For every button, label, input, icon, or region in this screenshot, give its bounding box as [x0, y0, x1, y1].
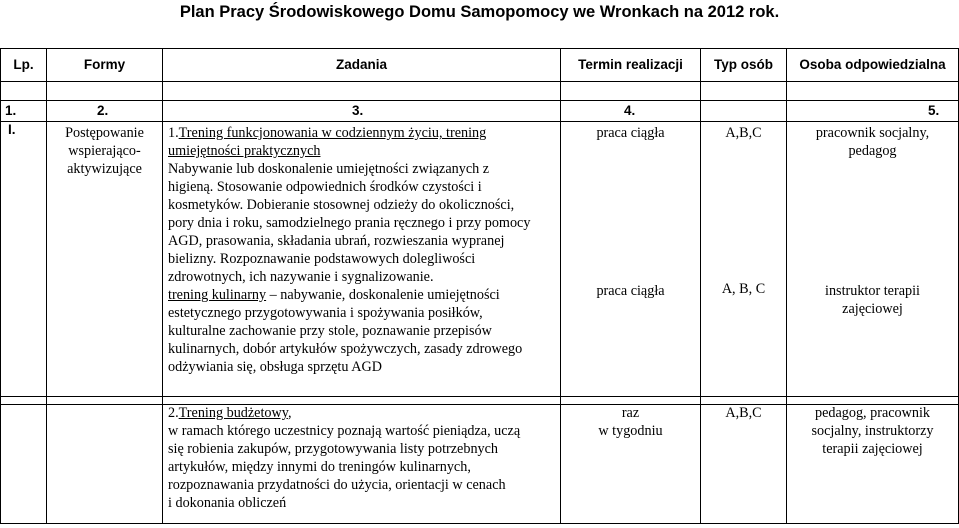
task1-line: bielizny. Rozpoznawanie podstawowych dolegliwości	[168, 251, 476, 267]
task2-typ: A, B, C	[721, 281, 766, 297]
task3-number: 2.	[168, 405, 179, 421]
task2-line: kulinarnych, dobór artykułów spożywczych, zasady zdrowego	[168, 341, 523, 357]
task3-termin-line: w tygodniu	[598, 423, 663, 439]
task2-line: kulturalne zachowanie przy stole, poznawanie przepisów	[168, 323, 492, 339]
header-formy: Formy	[83, 57, 126, 72]
task2-first-line	[168, 286, 560, 304]
header-osoba: Osoba odpowiedzialna	[799, 57, 946, 72]
task1-line: Nabywanie lub doskonalenie umiejętności związanych z	[168, 161, 490, 177]
task2-osoba-line: zajęciowej	[842, 301, 903, 317]
task1-title: Trening funkcjonowania w codziennym życiu, trening	[178, 125, 487, 141]
task3-termin	[561, 404, 700, 440]
task1-title-line	[168, 124, 560, 142]
task3-termin-line: raz	[621, 405, 640, 421]
task1-osoba-line: pedagog	[848, 143, 897, 159]
col-number-1: 1.	[5, 103, 17, 118]
header-bottom-border	[0, 81, 959, 82]
col-border-1	[46, 48, 47, 524]
col-number-5: 5.	[928, 103, 940, 118]
header-lp: Lp.	[13, 57, 34, 72]
forma-line: wspierająco-	[68, 143, 141, 159]
task1-line: pory dnia i roku, samodzielnego prania ręcznego i przy pomocy	[168, 215, 531, 231]
task3-line: i dokonania obliczeń	[168, 495, 287, 511]
task2-termin: praca ciągła	[596, 283, 665, 299]
numbers-bottom-border	[0, 121, 959, 122]
col-number-4: 4.	[624, 103, 636, 118]
task3-osoba-line: terapii zajęciowej	[822, 441, 923, 457]
task1-line: zdrowotnych, ich nazywanie i sygnalizowanie.	[168, 269, 434, 285]
task1-line: kosmetyków. Dobieranie stosownej odzieży do okoliczności,	[168, 197, 515, 213]
row-lp: I.	[8, 122, 16, 137]
table-bottom-border	[0, 523, 959, 524]
task3-osoba-line: socjalny, instruktorzy	[811, 423, 934, 439]
task3-line: artykułów, między innymi do treningów kulinarnych,	[168, 459, 471, 475]
numbers-top-border	[0, 100, 959, 101]
task1-osoba-line: pracownik socjalny,	[815, 125, 930, 141]
task2-title: trening kulinarny	[168, 287, 267, 303]
task1-number: 1.	[168, 125, 179, 141]
forma-line: aktywizujące	[67, 161, 142, 177]
task2-osoba-line: instruktor terapii	[825, 283, 920, 299]
task2-line: odżywiania się, obsługa sprzętu AGD	[168, 359, 382, 375]
task3-typ: A,B,C	[725, 405, 762, 421]
task3-osoba	[787, 404, 958, 458]
header-zadania: Zadania	[335, 57, 387, 72]
forma-line: Postępowanie	[65, 125, 144, 141]
header-typ: Typ osób	[714, 57, 773, 72]
task1-osoba	[787, 124, 958, 160]
task2-line: estetycznego przygotowywania i spożywania posiłków,	[168, 305, 483, 321]
task3-line: się robienia zakupów, przygotowywania listy potrzebnych	[168, 441, 499, 457]
task3-line: w ramach którego uczestnicy poznają wartość pieniądza, uczą	[168, 423, 521, 439]
task2-osoba	[787, 282, 958, 318]
task1-line: AGD, prasowania, składania ubrań, rozwieszania wypranej	[168, 233, 505, 249]
task1-termin: praca ciągła	[596, 125, 665, 141]
header-termin: Termin realizacji	[578, 57, 683, 72]
col-border-2	[162, 48, 163, 524]
col-number-2: 2.	[97, 103, 109, 118]
task3-line: rozpoznawania przydatności do użycia, orientacji w cenach	[168, 477, 506, 493]
task3-osoba-line: pedagog, pracownik	[814, 405, 931, 421]
task1-typ: A,B,C	[725, 125, 762, 141]
document-title: Plan Pracy Środowiskowego Domu Samopomocy we Wronkach na 2012 rok.	[179, 3, 780, 21]
col-number-3: 3.	[352, 103, 364, 118]
task1-description	[168, 124, 560, 376]
row1-bottom-border	[0, 396, 959, 397]
task3-title-line	[168, 404, 560, 422]
task1-title-line-2: umiejętności praktycznych	[168, 143, 321, 159]
task2-first-rest: – nabywanie, doskonalenie umiejętności	[266, 287, 500, 303]
row-forma	[47, 124, 162, 178]
table-top-border	[0, 48, 959, 49]
task3-first-rest: ,	[287, 405, 292, 421]
task1-line: higieną. Stosowanie odpowiednich środków czystości i	[168, 179, 482, 195]
task3-title: Trening budżetowy	[178, 405, 288, 421]
task3-description	[168, 404, 560, 512]
col-border-left	[0, 48, 1, 524]
